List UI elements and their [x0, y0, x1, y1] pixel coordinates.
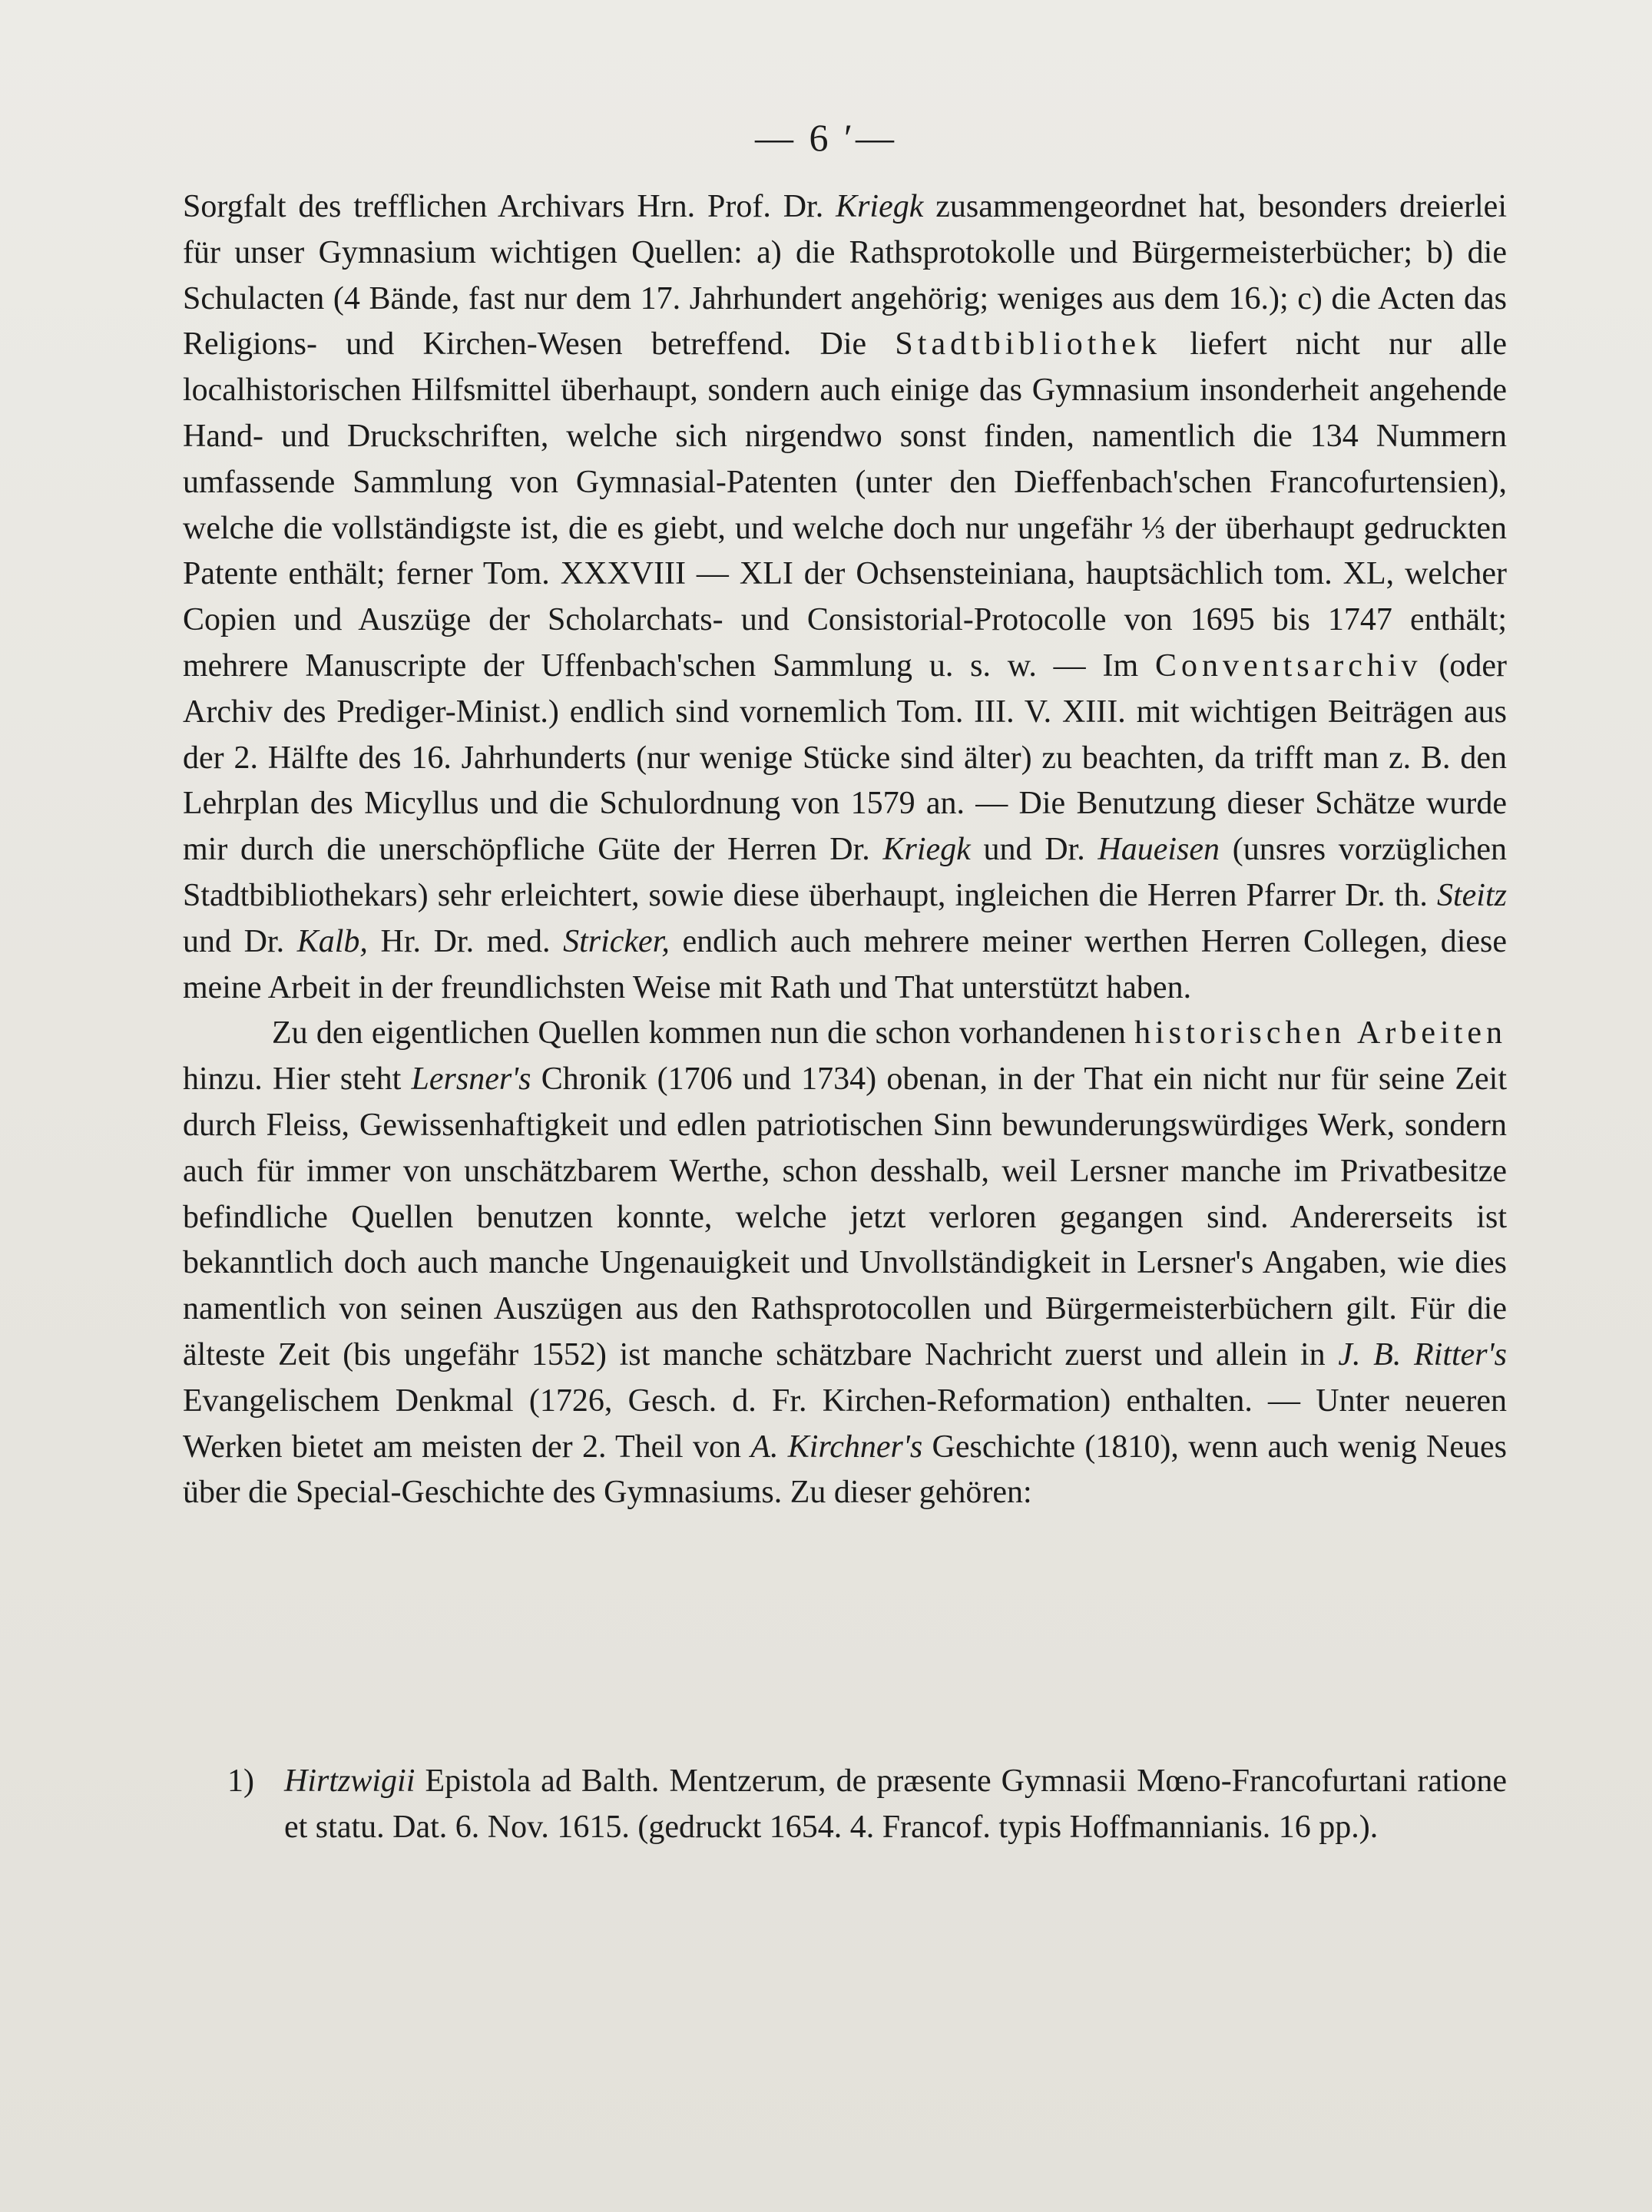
- paragraph-historical-works: [183, 1011, 1507, 1516]
- text-run: zusammengeordnet hat, besonders dreierlei für unser Gymnasium wichtigen Quellen: a) die Rathsprotokolle und Bürgermeisterbücher; b) die Schulacten (4 Bände, fast nur dem 17. Jahrhundert angehörig; weniges aus dem 16.); c) die Acten das Religions- und Kirchen-Wesen betreffend. Die: [183, 189, 1507, 363]
- text-run: (unsres vorzüglichen Stadtbibliothekars) sehr erleichtert, sowie diese überhaupt, ingleichen die Herren Pfarrer Dr. th.: [183, 832, 1507, 913]
- name-kirchner: A. Kirchner's: [750, 1429, 923, 1465]
- body-text: [183, 184, 1507, 1516]
- numbered-list-item: [227, 1759, 1507, 1851]
- name-kriegk: Kriegk: [836, 189, 924, 224]
- text-run: liefert nicht nur alle localhistorischen Hilfsmittel überhaupt, sondern auch einige das Gymnasium insonderheit angehende Hand- und Druckschriften, welche sich nirgendwo sonst finden, namentlich die 134 Nummern umfassende Sammlung von Gymnasial-Patenten (unter den Dieffenbach'schen Francofurtensien), welche die vollständigste ist, die es giebt, und welche doch nur ungefähr ⅓ der überhaupt gedruckten Patente enthält; ferner Tom. XXXVIII — XLI der Ochsensteiniana, hauptsächlich tom. XL, welcher Copien und Auszüge der Scholarchats- und Consistorial-Protocolle von 1695 bis 1747 enthält; mehrere Manuscripte der Uffenbach'schen Sammlung u. s. w. — Im: [183, 326, 1507, 684]
- name-kalb: Kalb,: [296, 923, 368, 959]
- text-run: Epistola ad Balth. Mentzerum, de præsente Gymnasii Mœno-Francofurtani ratione et statu. Dat. 6. Nov. 1615. (gedruckt 1654. 4. Francof. typis Hoffmannianis. 16 pp.).: [284, 1763, 1507, 1845]
- text-run: Hr. Dr. med.: [367, 923, 564, 959]
- list-number: 1): [227, 1763, 254, 1799]
- page-number: — 6 ′—: [755, 116, 897, 159]
- text-run: Evangelischem Denkmal (1726, Gesch. d. Fr. Kirchen-Reformation) enthalten. — Unter neueren Werken bietet am meisten der 2. Theil von: [183, 1382, 1507, 1465]
- spaced-term-stadtbibliothek: Stadtbibliothek: [895, 326, 1162, 363]
- text-run: und Dr.: [183, 923, 297, 959]
- name-hirtzwigii: Hirtzwigii: [284, 1763, 415, 1799]
- name-kriegk: Kriegk: [882, 832, 971, 868]
- name-haueisen: Haueisen: [1097, 832, 1220, 868]
- name-ritter: J. B. Ritter's: [1338, 1336, 1507, 1373]
- text-run: hinzu. Hier steht: [183, 1061, 412, 1098]
- name-lersner: Lersner's: [411, 1061, 531, 1098]
- spaced-term-conventsarchiv: Conventsarchiv: [1154, 647, 1422, 684]
- text-run: Geschichte (1810), wenn auch wenig Neues über die Special-Geschichte des Gymnasiums. Zu dieser gehören:: [183, 1429, 1507, 1511]
- name-stricker: Stricker,: [563, 923, 670, 959]
- text-run: Zu den eigentlichen Quellen kommen nun die schon vorhandenen: [272, 1015, 1135, 1051]
- text-run: endlich auch mehrere meiner werthen Herren Collegen, diese meine Arbeit in der freundlichsten Weise mit Rath und That unterstützt haben.: [183, 923, 1508, 1005]
- name-steitz: Steitz: [1437, 877, 1507, 913]
- text-run: und Dr.: [970, 832, 1098, 868]
- text-run: (oder Archiv des Prediger-Minist.) endlich sind vornemlich Tom. III. V. XIII. mit wichtigen Beiträgen aus der 2. Hälfte des 16. Jahrhunderts (nur wenige Stücke sind älter) zu beachten, da trifft man z. B. den Lehrplan des Micyllus und die Schulordnung von 1579 an. — Die Benutzung dieser Schätze wurde mir durch die unerschöpfliche Güte der Herren Dr.: [183, 647, 1507, 868]
- spaced-term-historischen-arbeiten: historischen Arbeiten: [1134, 1015, 1507, 1051]
- paragraph-sources: [183, 184, 1507, 1011]
- text-run: Chronik (1706 und 1734) obenan, in der That ein nicht nur für seine Zeit durch Fleiss, Gewissenhaftigkeit und edlen patriotischen Sinn bewunderungswürdiges Werk, sondern auch für immer von unschätzbarem Werthe, schon desshalb, weil Lersner manche im Privatbesitze befindliche Quellen benutzen konnte, welche jetzt verloren gegangen sind. Andererseits ist bekanntlich doch auch manche Ungenauigkeit und Unvollständigkeit in Lersner's Angaben, wie dies namentlich von seinen Auszügen aus den Rathsprotocollen und Bürgermeisterbüchern gilt. Für die älteste Zeit (bis ungefähr 1552) ist manche schätzbare Nachricht zuerst und allein in: [183, 1061, 1508, 1373]
- text-run: Sorgfalt des trefflichen Archivars Hrn. Prof. Dr.: [183, 189, 836, 224]
